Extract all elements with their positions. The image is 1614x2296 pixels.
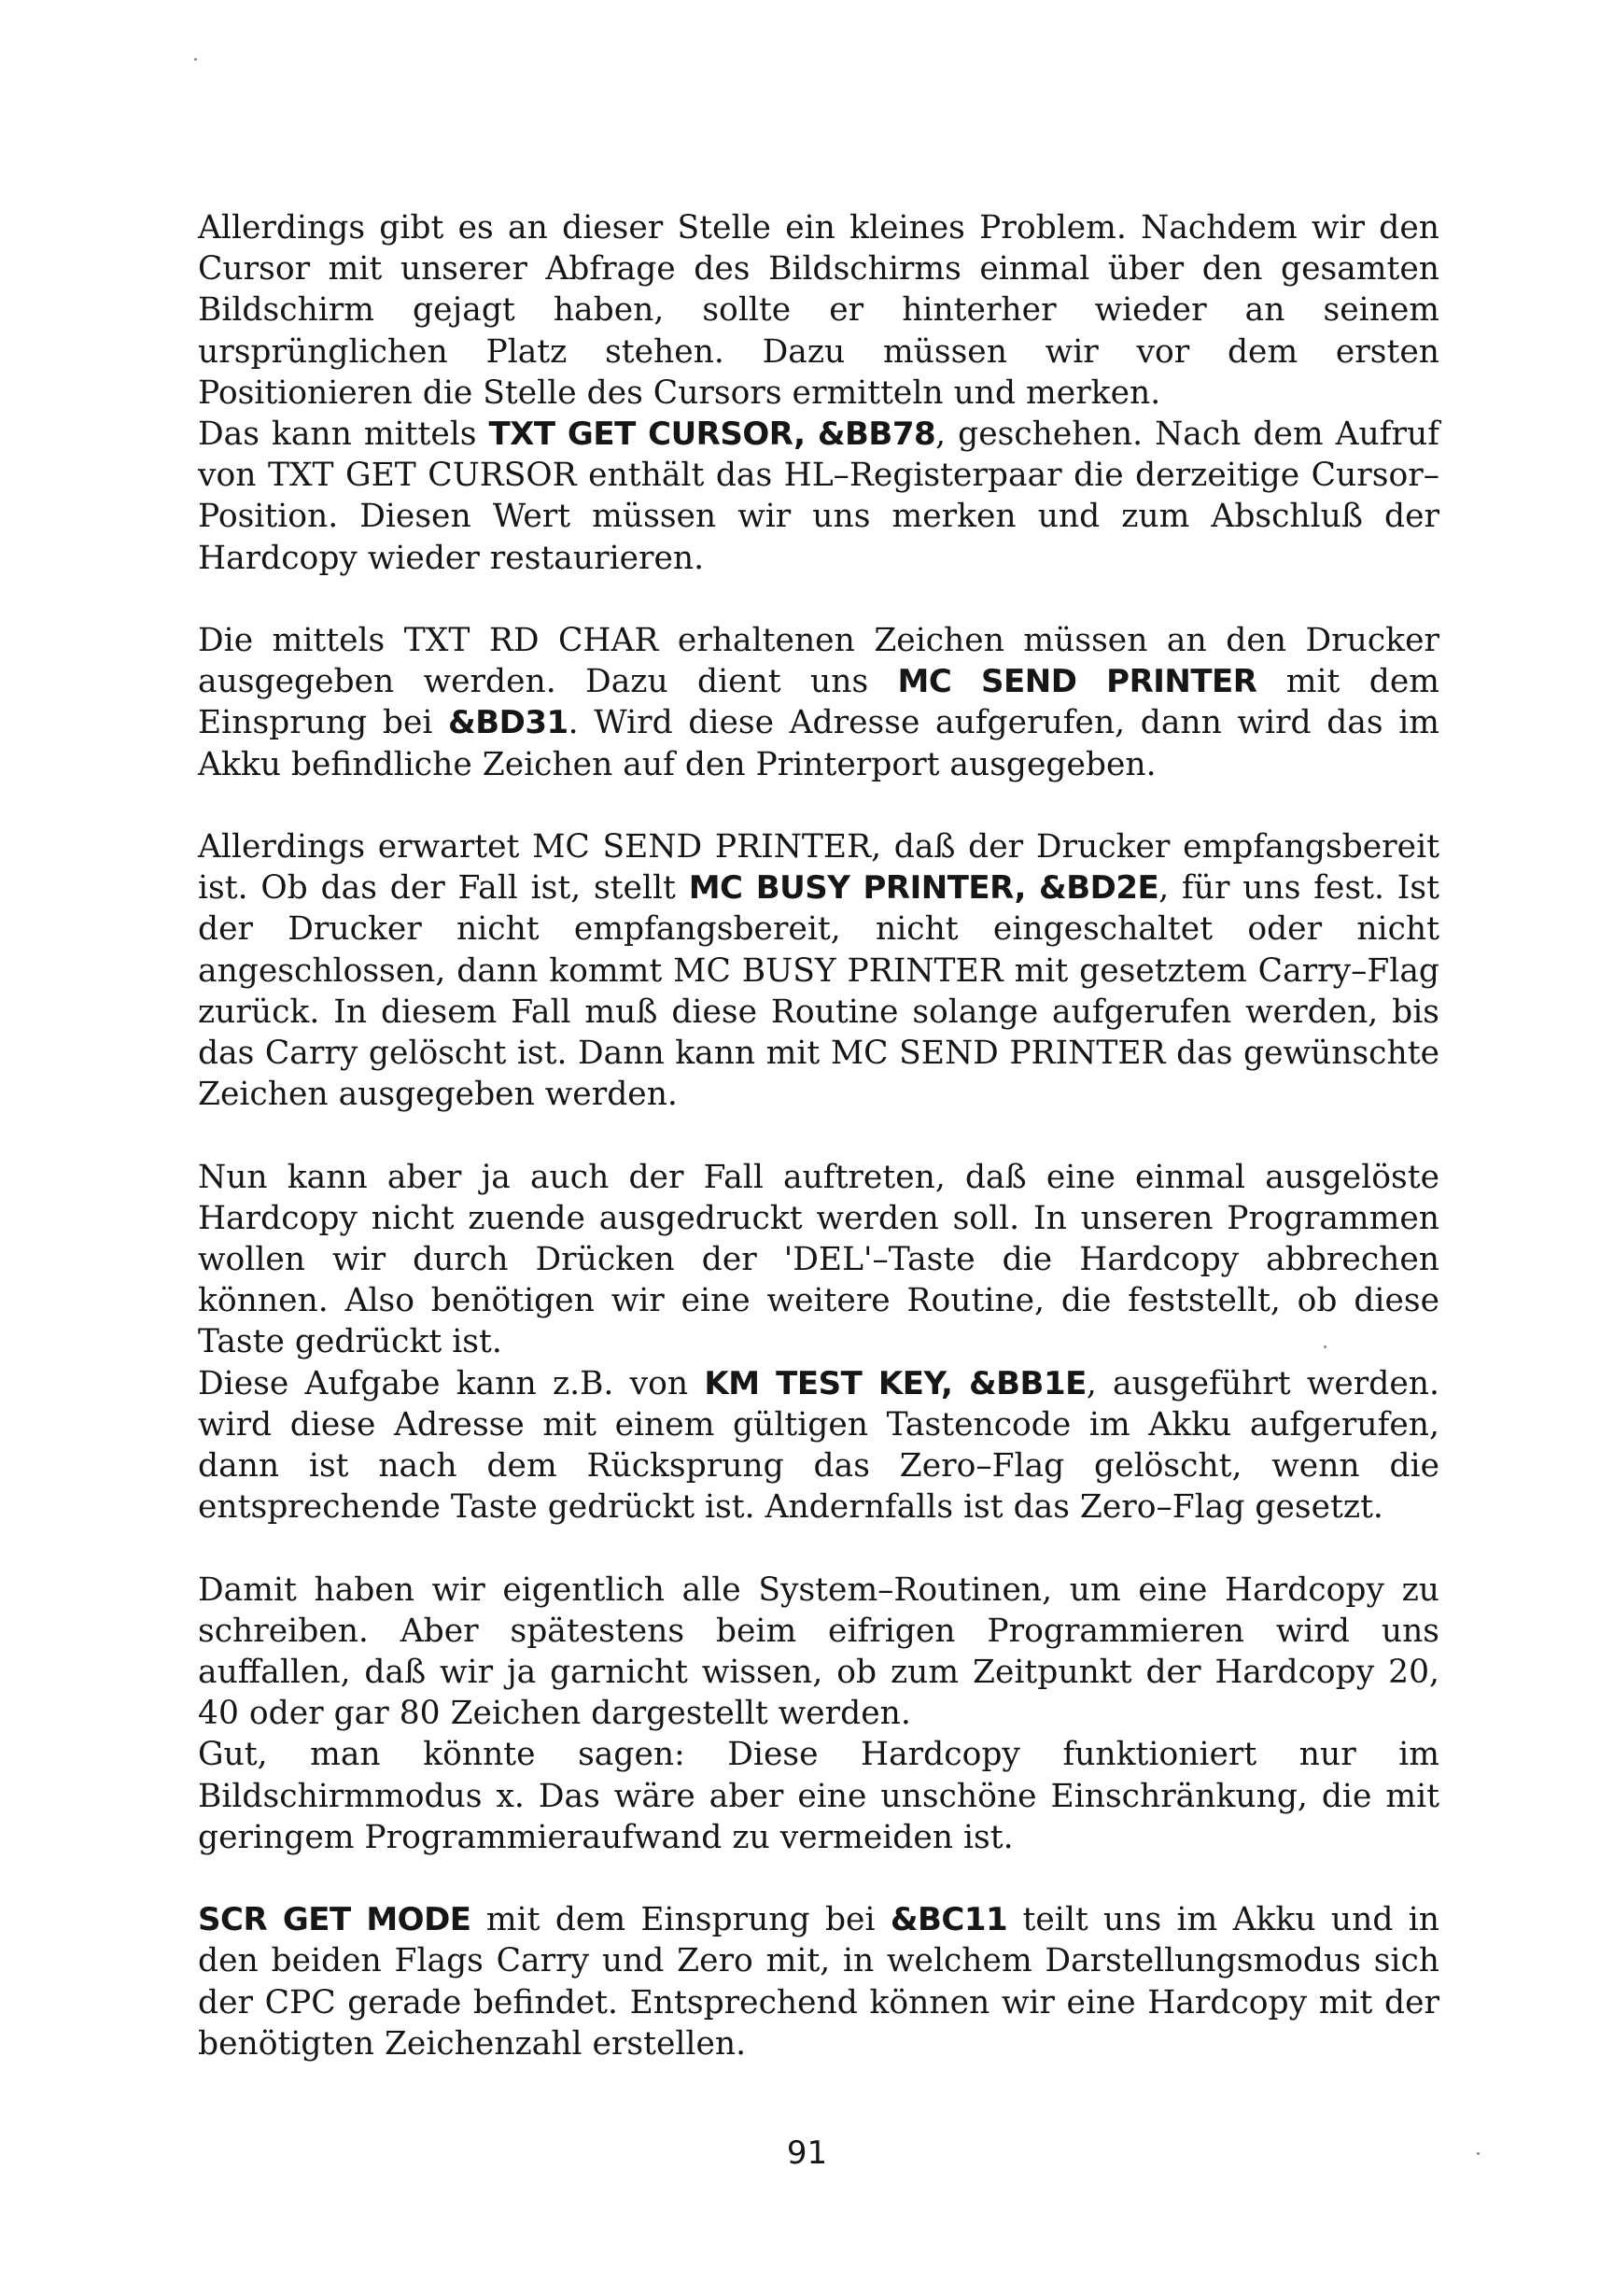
keyword-scr-get-mode: SCR GET MODE xyxy=(198,1901,471,1939)
keyword-txt-get-cursor: TXT GET CURSOR, &BB78 xyxy=(488,416,936,454)
text-span: teilt uns im Akku und in den beiden Flags Carry und Zero mit, in welchem Darstellungsmodus sich der CPC gerade befindet. Entsprechend können wir eine Hardcopy mit der benötigten Zeichenzahl erstellen. xyxy=(198,1901,1439,2063)
text-span: , ausgeführt werden. wird diese Adresse mit einem gültigen Tastencode im Akku aufgerufen, dann ist nach dem Rücksprung das Zero–Flag gelöscht, wenn die entsprechende Taste gedrückt ist. Andernfalls ist das Zero–Flag gesetzt. xyxy=(198,1364,1439,1527)
scan-speck xyxy=(194,58,197,61)
scan-speck xyxy=(1324,1345,1326,1348)
text-span: mit dem Einsprung bei xyxy=(198,663,1439,742)
paragraph-screen-mode xyxy=(198,1734,1439,1858)
keyword-address-bc11: &BC11 xyxy=(890,1901,1008,1939)
paragraph-scr-get-mode xyxy=(198,1899,1439,2064)
text-span: Das kann mittels xyxy=(198,416,489,454)
text-span: Damit haben wir eigentlich alle System–Routinen, um eine Hardcopy zu schreiben. Aber spätestens beim eifrigen Programmieren wird uns auffallen, daß wir ja garnicht wissen, ob zum Zeitpunkt der Hardcopy 20, 40 oder gar 80 Zeichen dargestellt werden. xyxy=(198,1571,1439,1733)
keyword-mc-busy-printer: MC BUSY PRINTER, &BD2E xyxy=(688,869,1159,908)
paragraph-mc-busy-printer xyxy=(198,826,1439,1115)
scan-speck xyxy=(1477,2152,1480,2155)
keyword-mc-send-printer: MC SEND PRINTER xyxy=(897,663,1257,701)
keyword-address-bd31: &BD31 xyxy=(448,704,568,742)
paragraph-txt-get-cursor xyxy=(198,414,1439,579)
body-text xyxy=(198,207,1439,2106)
paragraph-cursor-problem xyxy=(198,207,1439,414)
text-span: Allerdings gibt es an dieser Stelle ein kleines Problem. Nachdem wir den Cursor mit unserer Abfrage des Bildschirms einmal über den gesamten Bildschirm gejagt haben, sollte er hinterher wieder an seinem ursprünglichen Platz stehen. Dazu müssen wir vor dem ersten Positionieren die Stelle des Cursors ermitteln und merken. xyxy=(198,209,1439,412)
text-span: Diese Aufgabe kann z.B. von xyxy=(198,1364,705,1402)
paragraph-km-test-key xyxy=(198,1363,1439,1528)
paragraph-del-key xyxy=(198,1157,1439,1363)
text-span: Gut, man könnte sagen: Diese Hardcopy funktioniert nur im Bildschirmmodus x. Das wäre aber eine unschöne Einschränkung, die mit geringem Programmieraufwand zu vermeiden ist. xyxy=(198,1736,1439,1856)
keyword-km-test-key: KM TEST KEY, &BB1E xyxy=(704,1364,1087,1402)
text-span: Allerdings erwartet MC SEND PRINTER, daß der Drucker empfangsbereit ist. Ob das der Fall ist, stellt xyxy=(198,828,1439,908)
text-span: mit dem Einsprung bei xyxy=(470,1901,891,1939)
text-span: Die mittels TXT RD CHAR erhaltenen Zeichen müssen an den Drucker ausgegeben werden. Dazu dient uns xyxy=(198,622,1439,701)
text-span: Nun kann aber ja auch der Fall auftreten, daß eine einmal ausgelöste Hardcopy nicht zuende ausgedruckt werden soll. In unseren Programmen wollen wir durch Drücken der 'DEL'–Taste die Hardcopy abbrechen können. Also benötigen wir eine weitere Routine, die feststellt, ob diese Taste gedrückt ist. xyxy=(198,1158,1439,1361)
text-span: , für uns fest. Ist der Drucker nicht empfangsbereit, nicht eingeschaltet oder nicht angeschlossen, dann kommt MC BUSY PRINTER mit gesetztem Carry–Flag zurück. In diesem Fall muß diese Routine solange aufgerufen werden, bis das Carry gelöscht ist. Dann kann mit MC SEND PRINTER das gewünschte Zeichen ausgegeben werden. xyxy=(198,869,1439,1114)
text-span: . Wird diese Adresse aufgerufen, dann wird das im Akku befindliche Zeichen auf den Printerport ausgegeben. xyxy=(198,704,1439,783)
page-number: 91 xyxy=(786,2134,828,2172)
paragraph-system-routines xyxy=(198,1570,1439,1735)
paragraph-mc-send-printer xyxy=(198,620,1439,785)
text-span: , geschehen. Nach dem Aufruf von TXT GET CURSOR enthält das HL–Registerpaar die derzeitige Cursor–Position. Diesen Wert müssen wir uns merken und zum Abschluß der Hardcopy wieder restaurieren. xyxy=(198,416,1439,577)
